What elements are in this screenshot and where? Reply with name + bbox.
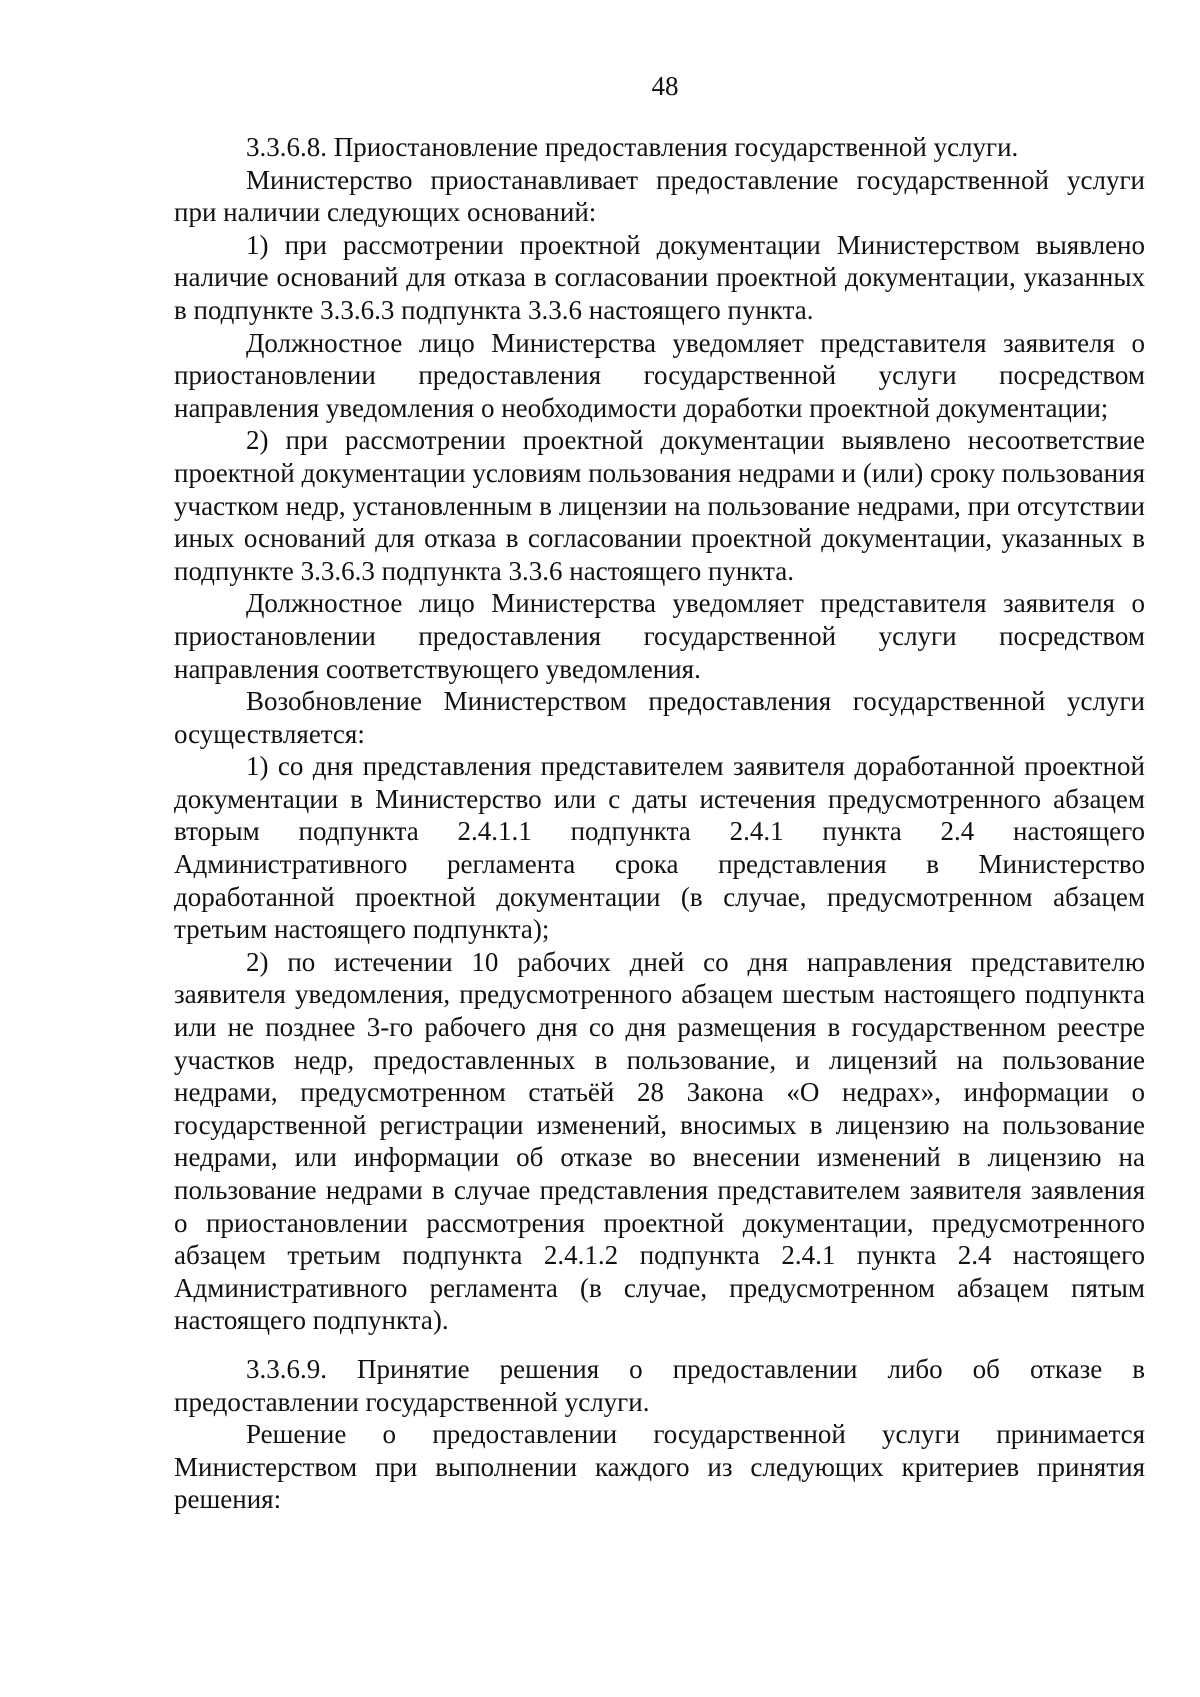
paragraph: Решение о предоставлении государственной услуги принимается Министерством при выполнении каждого из следующих критериев принятия решения: — [174, 1419, 1145, 1515]
section-heading-3-3-6-8: 3.3.6.8. Приостановление предоставления государственной услуги. — [246, 132, 1019, 162]
list-item-suspension-ground-2: 2) при рассмотрении проектной документации выявлено несоответствие проектной документации условиям пользования недрами и (или) сроку пользования участком недр, установленным в лицензии на пользование недрами, при отсутствии иных оснований для отказа в согласовании проектной документации, указанных в подпункте 3.3.6.3 подпункта 3.3.6 настоящего пункта. — [174, 425, 1145, 586]
section-heading-3-3-6-9: 3.3.6.9. Принятие решения о предоставлении либо об отказе в предоставлении государственной услуги. — [174, 1353, 1145, 1417]
list-item-suspension-ground-1: 1) при рассмотрении проектной документации Министерством выявлено наличие оснований для отказа в согласовании проектной документации, указанных в подпункте 3.3.6.3 подпункта 3.3.6 настоящего пункта. — [174, 229, 1145, 325]
paragraph: Должностное лицо Министерства уведомляет представителя заявителя о приостановлении предоставления государственной услуги посредством направления уведомления о необходимости доработки проектной документации; — [174, 327, 1145, 423]
paragraph: Должностное лицо Министерства уведомляет представителя заявителя о приостановлении предоставления государственной услуги посредством направления соответствующего уведомления. — [174, 588, 1145, 684]
paragraph: Министерство приостанавливает предоставление государственной услуги при наличии следующих оснований: — [174, 164, 1145, 228]
list-item-resumption-2: 2) по истечении 10 рабочих дней со дня направления представителю заявителя уведомления, предусмотренного абзацем шестым настоящего подпункта или не позднее 3-го рабочего дня со дня размещения в государственном реестре участков недр, предоставленных в пользование, и лицензий на пользование недрами, предусмотренном статьёй 28 Закона «О недрах», информации о государственной регистрации изменений, вносимых в лицензию на пользование недрами, или информации об отказе во внесении изменений в лицензию на пользование недрами в случае представления представителем заявителя заявления о приостановлении рассмотрения проектной документации, предусмотренного абзацем третьим подпункта 2.4.1.2 подпункта 2.4.1 пункта 2.4 настоящего Административного регламента (в случае, предусмотренном абзацем пятым настоящего подпункта). — [174, 946, 1145, 1336]
page-number: 48 — [651, 71, 679, 101]
document-body — [174, 131, 1145, 1516]
list-item-resumption-1: 1) со дня представления представителем заявителя доработанной проектной документации в Министерство или с даты истечения предусмотренного абзацем вторым подпункта 2.4.1.1 подпункта 2.4.1 пункта 2.4 настоящего Административного регламента срока представления в Министерство доработанной проектной документации (в случае, предусмотренном абзацем третьим настоящего подпункта); — [174, 751, 1145, 945]
paragraph: Возобновление Министерством предоставления государственной услуги осуществляется: — [174, 686, 1145, 749]
